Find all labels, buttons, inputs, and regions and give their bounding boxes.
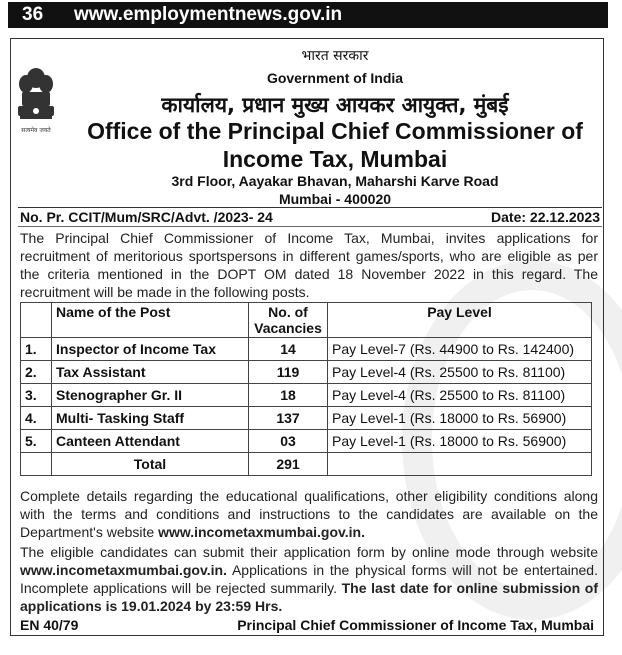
row-post-name: Stenographer Gr. II <box>52 384 249 407</box>
application-paragraph <box>20 543 598 615</box>
row-post-name: Tax Assistant <box>52 361 249 384</box>
row-pay-level: Pay Level-4 (Rs. 25500 to Rs. 81100) <box>328 361 592 384</box>
notice-footer <box>20 617 594 633</box>
table-total-row <box>21 453 592 476</box>
office-title-line1: Office of the Principal Chief Commissioner of <box>87 118 583 144</box>
table-header-row <box>21 303 592 338</box>
row-serial: 2. <box>21 361 52 384</box>
row-post-name: Canteen Attendant <box>52 430 249 453</box>
row-serial: 1. <box>21 338 52 361</box>
table-row <box>21 407 592 430</box>
office-address <box>60 172 610 208</box>
total-value: 291 <box>249 453 328 476</box>
address-line2: Mumbai - 400020 <box>278 191 392 207</box>
header-vacancies-line2: Vacancies <box>254 320 322 336</box>
row-serial: 4. <box>21 407 52 430</box>
header-serial <box>21 303 52 338</box>
details-website-link[interactable]: www.incometaxmumbai.gov.in. <box>158 524 366 540</box>
office-title <box>60 117 610 173</box>
application-website-link[interactable]: www.incometaxmumbai.gov.in. <box>20 562 227 578</box>
details-paragraph <box>20 487 598 541</box>
national-emblem-icon <box>12 50 60 170</box>
government-label: Government of India <box>266 70 404 86</box>
application-text-mid: Applications in the physical forms will not be entertained. Incomplete applications will be rejected summarily. <box>20 562 598 596</box>
row-vacancies: 137 <box>249 407 328 430</box>
emblem-caption: सत्यमेव जयते <box>21 127 51 134</box>
total-serial <box>21 453 52 476</box>
table-row <box>21 384 592 407</box>
page-header-bar <box>8 2 608 28</box>
row-pay-level: Pay Level-4 (Rs. 25500 to Rs. 81100) <box>328 384 592 407</box>
table-row <box>21 338 592 361</box>
row-post-name: Multi- Tasking Staff <box>52 407 249 430</box>
row-post-name: Inspector of Income Tax <box>52 338 249 361</box>
table-row <box>21 361 592 384</box>
header-vacancies-line1: No. of <box>268 304 308 320</box>
details-text: Complete details regarding the educational qualifications, other eligibility conditions along with the terms and conditions and instructions to the candidates are available on the Department's website <box>20 488 598 540</box>
reference-row <box>18 207 602 227</box>
total-pay <box>328 453 592 476</box>
page-number: 36 <box>22 4 44 25</box>
row-pay-level: Pay Level-1 (Rs. 18000 to Rs. 56900) <box>328 430 592 453</box>
row-vacancies: 03 <box>249 430 328 453</box>
last-date-text: The last date for online submission of applications is 19.01.2024 by 23:59 Hrs. <box>20 580 598 614</box>
office-title-line2: Income Tax, Mumbai <box>222 146 448 172</box>
row-pay-level: Pay Level-1 (Rs. 18000 to Rs. 56900) <box>328 407 592 430</box>
reference-number: No. Pr. CCIT/Mum/SRC/Advt. /2023- 24 <box>20 209 273 225</box>
row-vacancies: 119 <box>249 361 328 384</box>
en-code: EN 40/79 <box>20 617 79 633</box>
row-vacancies: 18 <box>249 384 328 407</box>
application-text: The eligible candidates can submit their application form by online mode through website <box>20 544 598 560</box>
header-pay-level: Pay Level <box>328 303 592 338</box>
posts-table <box>20 302 592 476</box>
intro-paragraph: The Principal Chief Commissioner of Income Tax, Mumbai, invites applications for recruitment of meritorious sportspersons in different games/sports, who are eligible as per the criteria mentioned in the DOPT OM dated 18 November 2022 in this regard. The recruitment will be made in the following posts. <box>20 230 598 300</box>
table-row <box>21 430 592 453</box>
address-line1: 3rd Floor, Aayakar Bhavan, Maharshi Karve Road <box>171 173 499 189</box>
hindi-office-title: कार्यालय, प्रधान मुख्य आयकर आयुक्त, मुंबई <box>161 93 509 117</box>
header-website[interactable]: www.employmentnews.gov.in <box>74 4 343 25</box>
row-pay-level: Pay Level-7 (Rs. 44900 to Rs. 142400) <box>328 338 592 361</box>
header-post-name: Name of the Post <box>52 303 249 338</box>
row-serial: 5. <box>21 430 52 453</box>
row-vacancies: 14 <box>249 338 328 361</box>
row-serial: 3. <box>21 384 52 407</box>
notice-date: Date: 22.12.2023 <box>491 209 600 225</box>
header-vacancies <box>249 303 328 338</box>
total-label: Total <box>52 453 249 476</box>
signatory: Principal Chief Commissioner of Income Tax, Mumbai <box>237 617 594 633</box>
hindi-government-label: भारत सरकार <box>301 48 369 64</box>
